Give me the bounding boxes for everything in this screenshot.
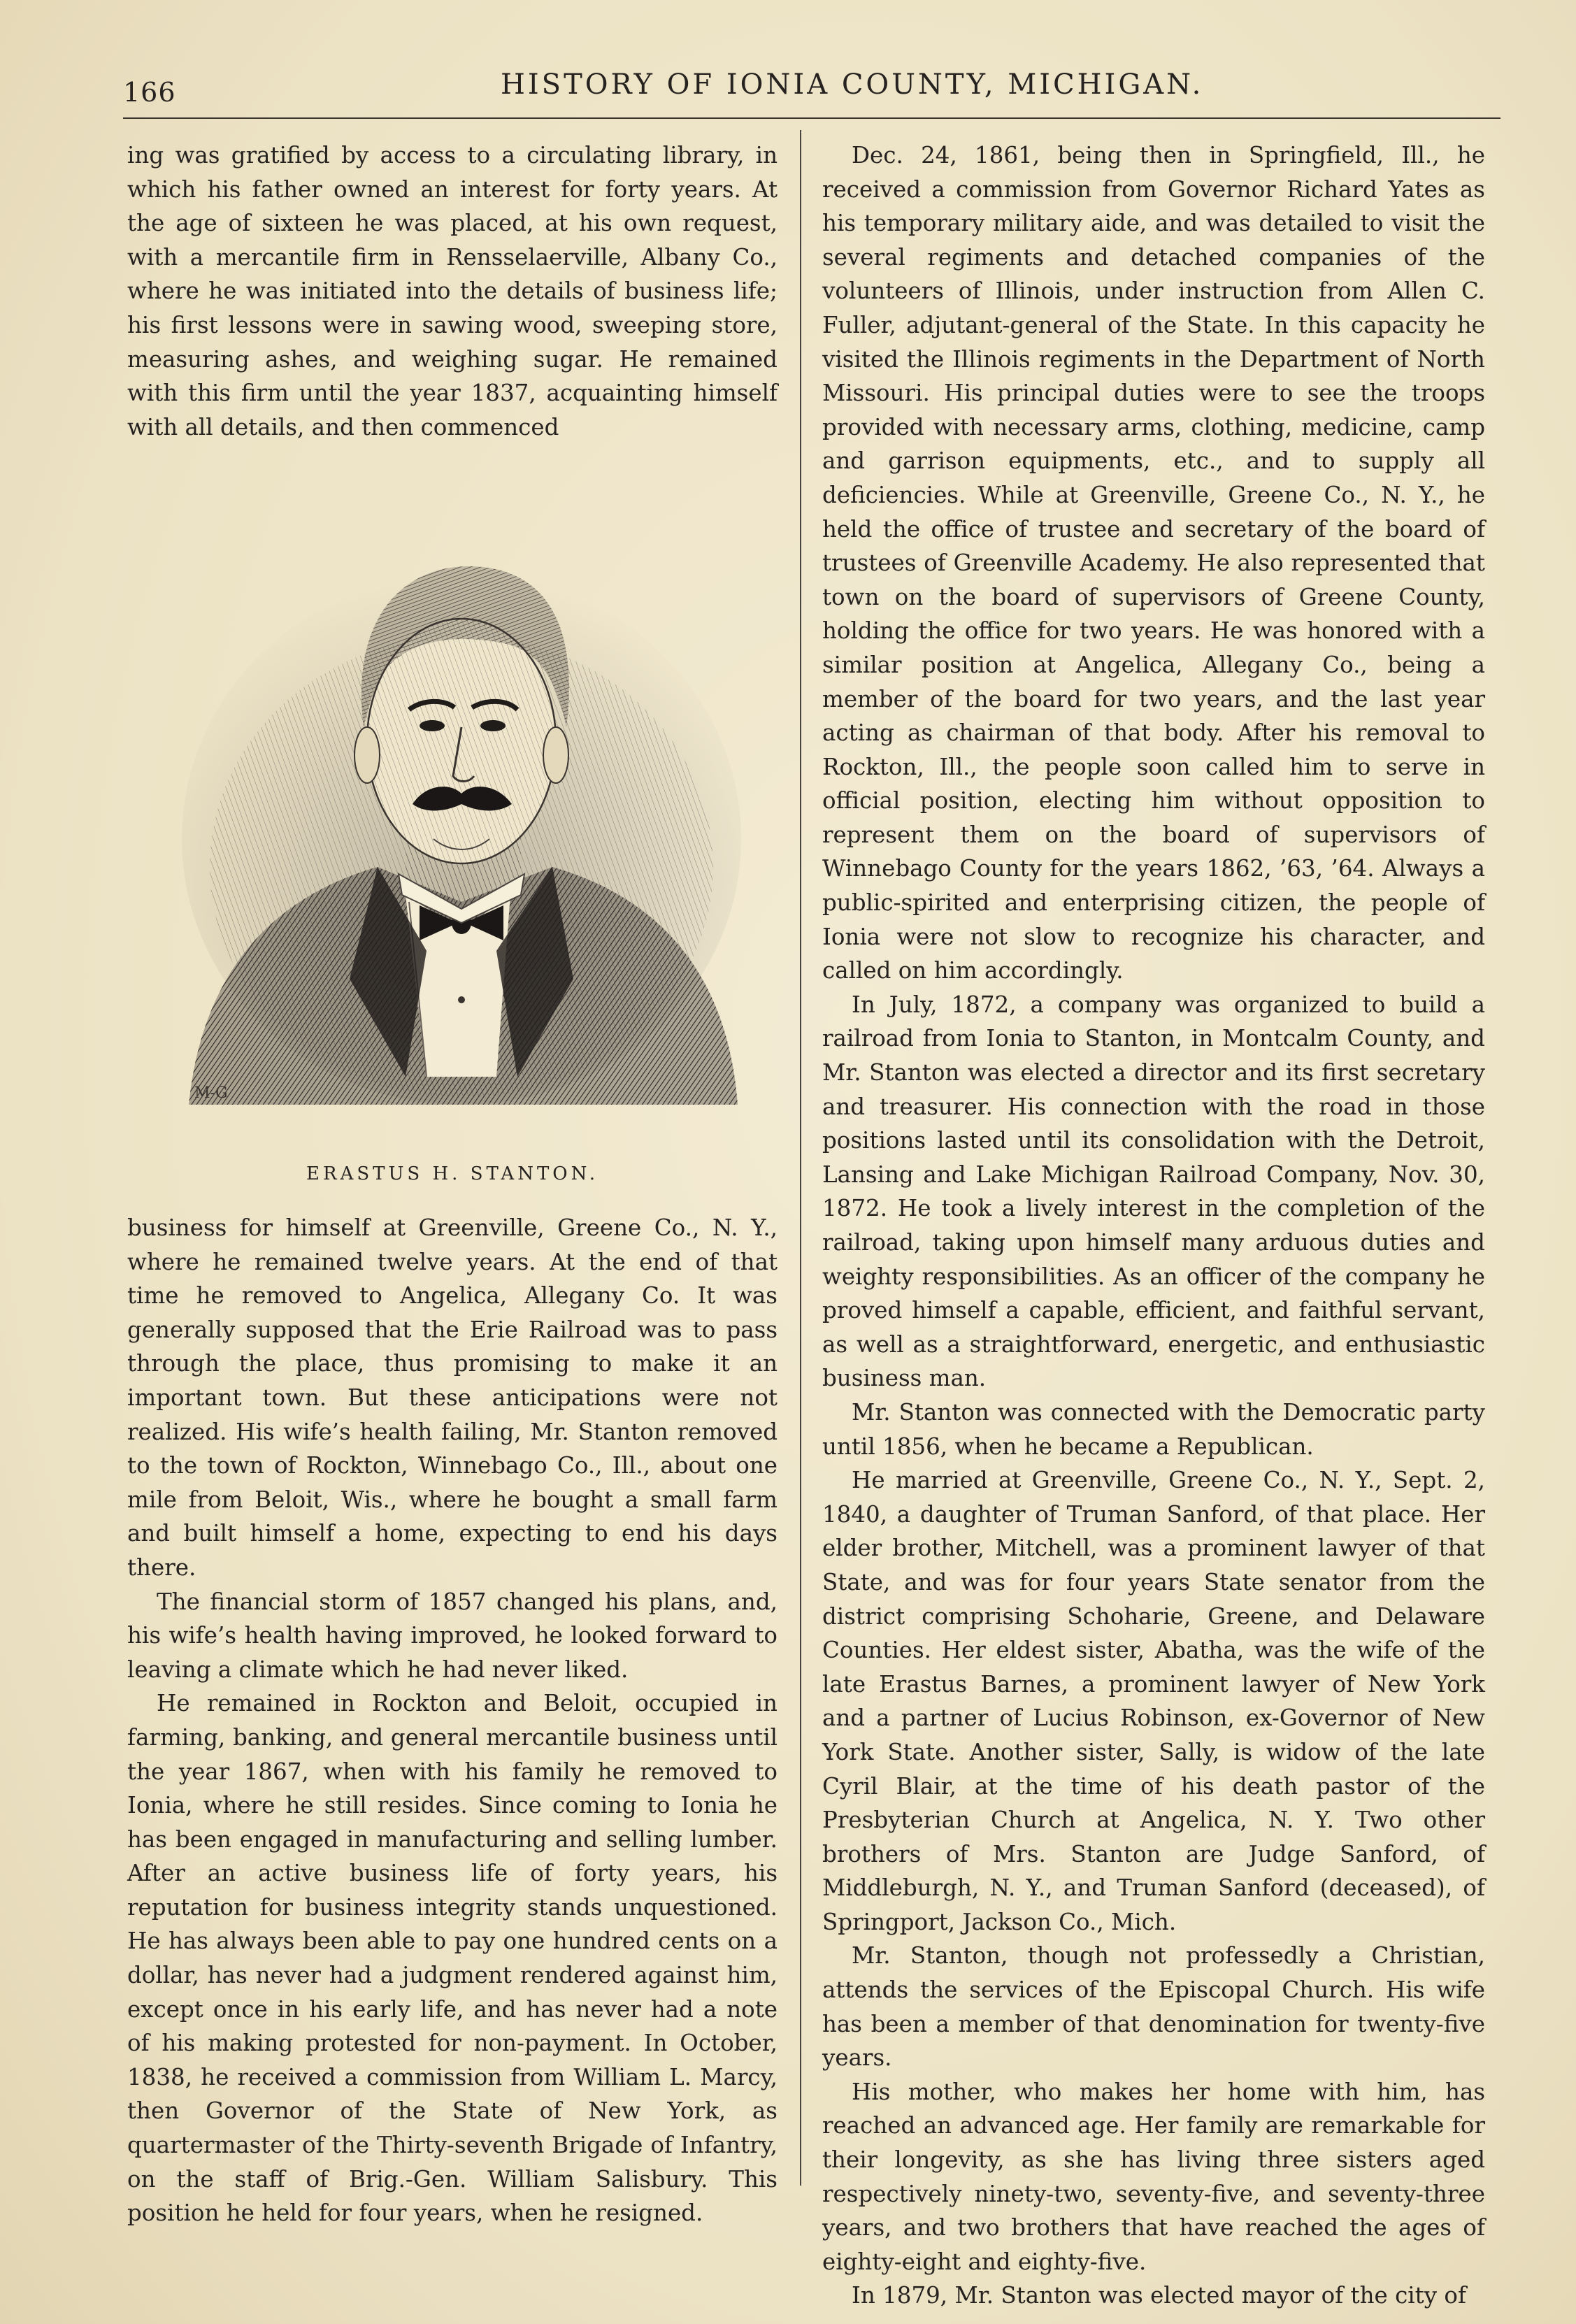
paragraph: Dec. 24, 1861, being then in Springfield, Ill., he received a commission from Governor Richard Yates as his temporary military aide, and was detailed to visit the several regiments and detached companies of the volunteers of Illinois, under instruction from Allen C. Fuller, adjutant-general of the State. In this capacity he visited the Illinois regiments in the Department of North Missouri. His principal duties were to see the troops provided with necessary arms, clothing, medicine, camp and garrison equipments, etc., and to supply all deficiencies. While at Greenville, Greene Co., N. Y., he held the office of trustee and secretary of the board of trustees of Greenville Academy. He also represented that town on the board of supervisors of Greene County, holding the office for two years. He was honored with a similar position at Angelica, Allegany Co., being a member of the board for two years, and the last year acting as chairman of that body. After his removal to Rockton, Ill., the people soon called him to serve in official position, electing him without opposition to represent them on the board of supervisors of Winnebago County for the years 1862, ’63, ’64. Always a public-spirited and enterprising citizen, the people of Ionia were not slow to recognize his character, and called on him accordingly. [822, 142, 1485, 984]
paragraph: In July, 1872, a company was organized to build a railroad from Ionia to Stanton, in Montcalm County, and Mr. Stanton was elected a director and its first secretary and treasurer. His connection with the road in those positions lasted until its consolidation with the Detroit, Lansing and Lake Michigan Railroad Company, Nov. 30, 1872. He took a lively interest in the completion of the railroad, taking upon himself many arduous duties and weighty responsibilities. As an officer of the company he proved himself a capable, efficient, and faithful servant, as well as a straightforward, energetic, and enthusiastic business man. [822, 991, 1485, 1392]
running-title: HISTORY OF IONIA COUNTY, MICHIGAN. [501, 69, 1204, 101]
column-divider [800, 130, 801, 2186]
paragraph: The financial storm of 1857 changed his plans, and, his wife’s health having improved, he looked forward to leaving a climate which he had never liked. [127, 1588, 778, 1683]
portrait-caption: ERASTUS H. STANTON. [306, 1163, 599, 1184]
page-number: 166 [123, 77, 176, 108]
paragraph: Mr. Stanton was connected with the Democratic party until 1856, when he became a Republican. [822, 1398, 1485, 1460]
paragraph: ing was gratified by access to a circulating library, in which his father owned an interest for forty years. At the age of sixteen he was placed, at his own request, with a mercantile firm in Rensselaerville, Albany Co., where he was initiated into the details of business life; his first lessons were in sawing wood, sweeping store, measuring ashes, and weighing sugar. He remained with this firm until the year 1837, acquainting himself with all details, and then commenced [127, 142, 778, 440]
paragraph: He married at Greenville, Greene Co., N. Y., Sept. 2, 1840, a daughter of Truman Sanford, of that place. Her elder brother, Mitchell, was a prominent lawyer of that State, and was for four years State senator from the district comprising Schoharie, Greene, and Delaware Counties. Her eldest sister, Abatha, was the wife of the late Erastus Barnes, a prominent lawyer of New York and a partner of Lucius Robinson, ex-Governor of New York State. Another sister, Sally, is widow of the late Cyril Blair, at the time of his death pastor of the Presbyterian Church at Angelica, N. Y. Two other brothers of Mrs. Stanton are Judge Sanford, of Middleburgh, N. Y., and Truman Sanford (deceased), of Springport, Jackson Co., Mich. [822, 1467, 1485, 1935]
engraver-mark: M-G [194, 1084, 228, 1102]
header-rule [123, 117, 1500, 119]
page-header [123, 63, 1500, 119]
portrait-engraving [175, 447, 748, 1119]
paragraph: In 1879, Mr. Stanton was elected mayor of the city of [852, 2282, 1467, 2309]
paragraph: He remained in Rockton and Beloit, occupied in farming, banking, and general mercantile business until the year 1867, when with his family he removed to Ionia, where he still resides. Since coming to Ionia he has been engaged in manufacturing and selling lumber. After an active business life of forty years, his reputation for business integrity stands unquestioned. He has always been able to pay one hundred cents on a dollar, has never had a judgment rendered against him, except once in his early life, and has never had a note of his making protested for non-payment. In October, 1838, he received a commission from William L. Marcy, then Governor of the State of New York, as quartermaster of the Thirty-seventh Brigade of Infantry, on the staff of Brig.-Gen. William Salisbury. This position he held for four years, when he resigned. [127, 1690, 778, 2227]
paragraph: business for himself at Greenville, Greene Co., N. Y., where he remained twelve years. At the end of that time he removed to Angelica, Allegany Co. It was generally supposed that the Erie Railroad was to pass through the place, thus promising to make it an important town. But these anticipations were not realized. His wife’s health failing, Mr. Stanton removed to the town of Rockton, Winnebago Co., Ill., about one mile from Beloit, Wis., where he bought a small farm and built himself a home, expecting to end his days there. [127, 1214, 778, 1581]
right-column [822, 138, 1485, 2313]
paragraph: His mother, who makes her home with him, has reached an advanced age. Her family are remarkable for their longevity, as she has living three sisters aged respectively ninety-two, seventy-five, and seventy-three years, and two brothers that have reached the ages of eighty-eight and eighty-five. [822, 2078, 1485, 2275]
paragraph: Mr. Stanton, though not professedly a Christian, attends the services of the Episcopal Church. His wife has been a member of that denomination for twenty-five years. [822, 1942, 1485, 2072]
left-column-bottom [127, 1211, 778, 2230]
left-column-top [127, 138, 778, 444]
